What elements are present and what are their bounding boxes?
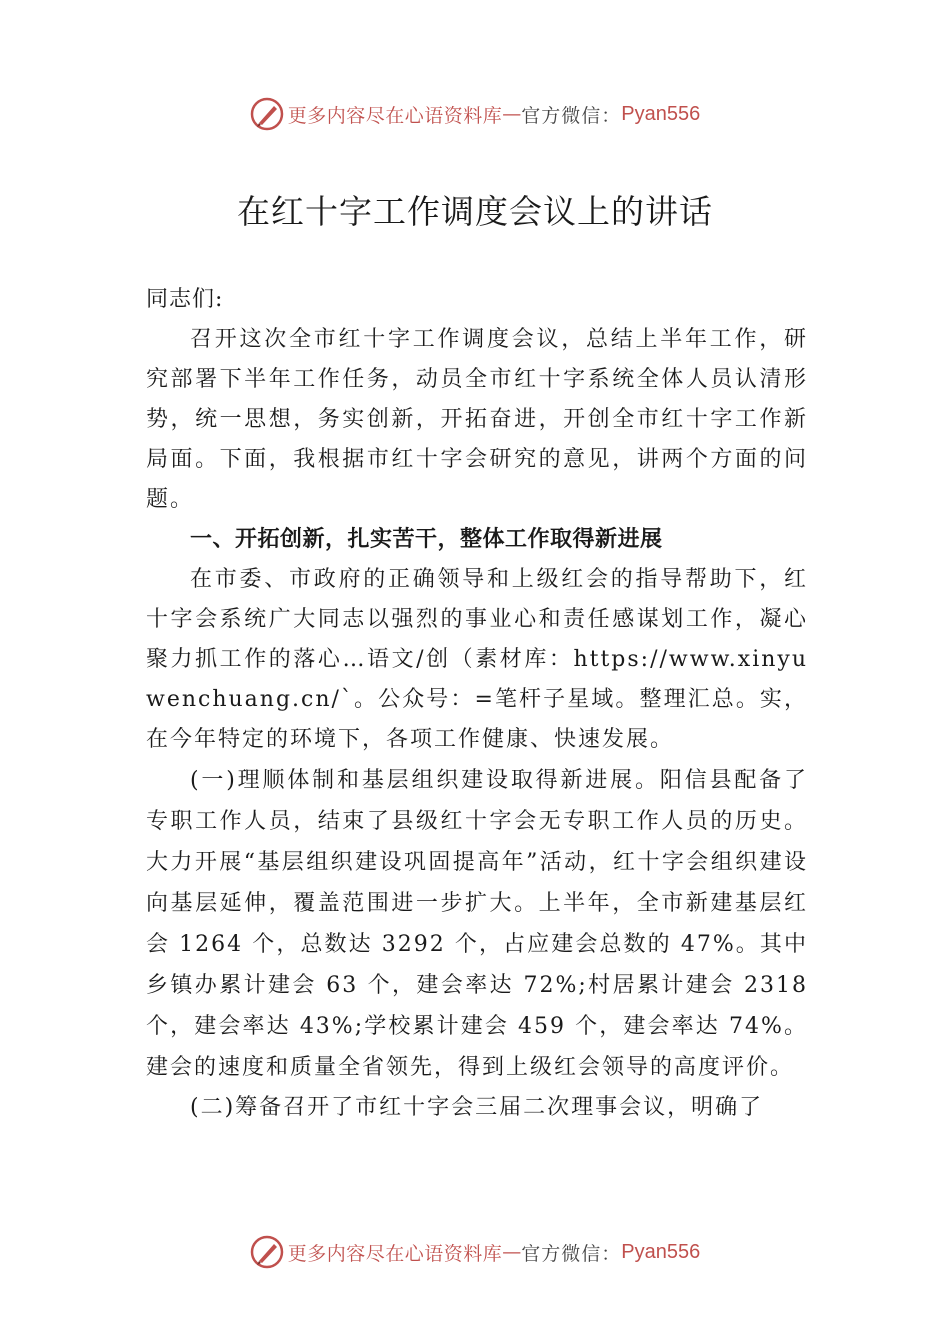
banner-dash: —	[502, 103, 522, 125]
banner-label: 官方微信：	[521, 104, 622, 127]
pen-logo-icon	[250, 1235, 284, 1269]
document-body	[146, 280, 808, 1128]
document-title: 在红十字工作调度会议上的讲话	[237, 192, 713, 231]
footer-banner	[0, 1232, 950, 1272]
banner-text: 更多内容尽在心语资料库	[287, 104, 503, 127]
paragraph-overview: 在市委、市政府的正确领导和上级红会的指导帮助下，红十字会系统广大同志以强烈的事业心和责任感谋划工作，凝心聚力抓工作的落心…语文/创（素材库：https://www.xinyuwenchuang.cn/`。公众号：=笔杆子星域。整理汇总。实，在今年特定的环境下，各项工作健康、快速发展。	[146, 567, 808, 752]
paragraph-item-2: (二)筹备召开了市红十字会三届二次理事会议，明确了	[190, 1095, 764, 1120]
paragraph-intro: 召开这次全市红十字工作调度会议，总结上半年工作，研究部署下半年工作任务，动员全市红十字系统全体人员认清形势，统一思想，务实创新，开拓奋进，开创全市红十字工作新局面。下面，我根据市红十字会研究的意见，讲两个方面的问题。	[146, 327, 808, 512]
banner-text: 更多内容尽在心语资料库	[287, 1242, 503, 1265]
banner-label: 官方微信：	[521, 1242, 622, 1265]
banner-dash: —	[502, 1241, 522, 1263]
pen-logo-icon	[250, 97, 284, 131]
paragraph-item-1: (一)理顺体制和基层组织建设取得新进展。阳信县配备了专职工作人员，结束了县级红十字会无专职工作人员的历史。大力开展“基层组织建设巩固提高年”活动，红十字会组织建设向基层延伸，覆盖范围进一步扩大。上半年，全市新建基层红会 1264 个，总数达 3292 个，占应建会总数的 47%。其中乡镇办累计建会 63 个，建会率达 72%;村居累计建会 2318 个，建会率达 43%;学校累计建会 459 个，建会率达 74%。建会的速度和质量全省领先，得到上级红会领导的高度评价。	[146, 768, 808, 1080]
banner-wechat-id: Pyan556	[621, 102, 701, 125]
banner-wechat-id: Pyan556	[621, 1240, 701, 1263]
header-banner	[0, 94, 950, 134]
greeting: 同志们:	[146, 287, 224, 312]
section-heading: 一、开拓创新，扎实苦干，整体工作取得新进展	[190, 527, 663, 552]
